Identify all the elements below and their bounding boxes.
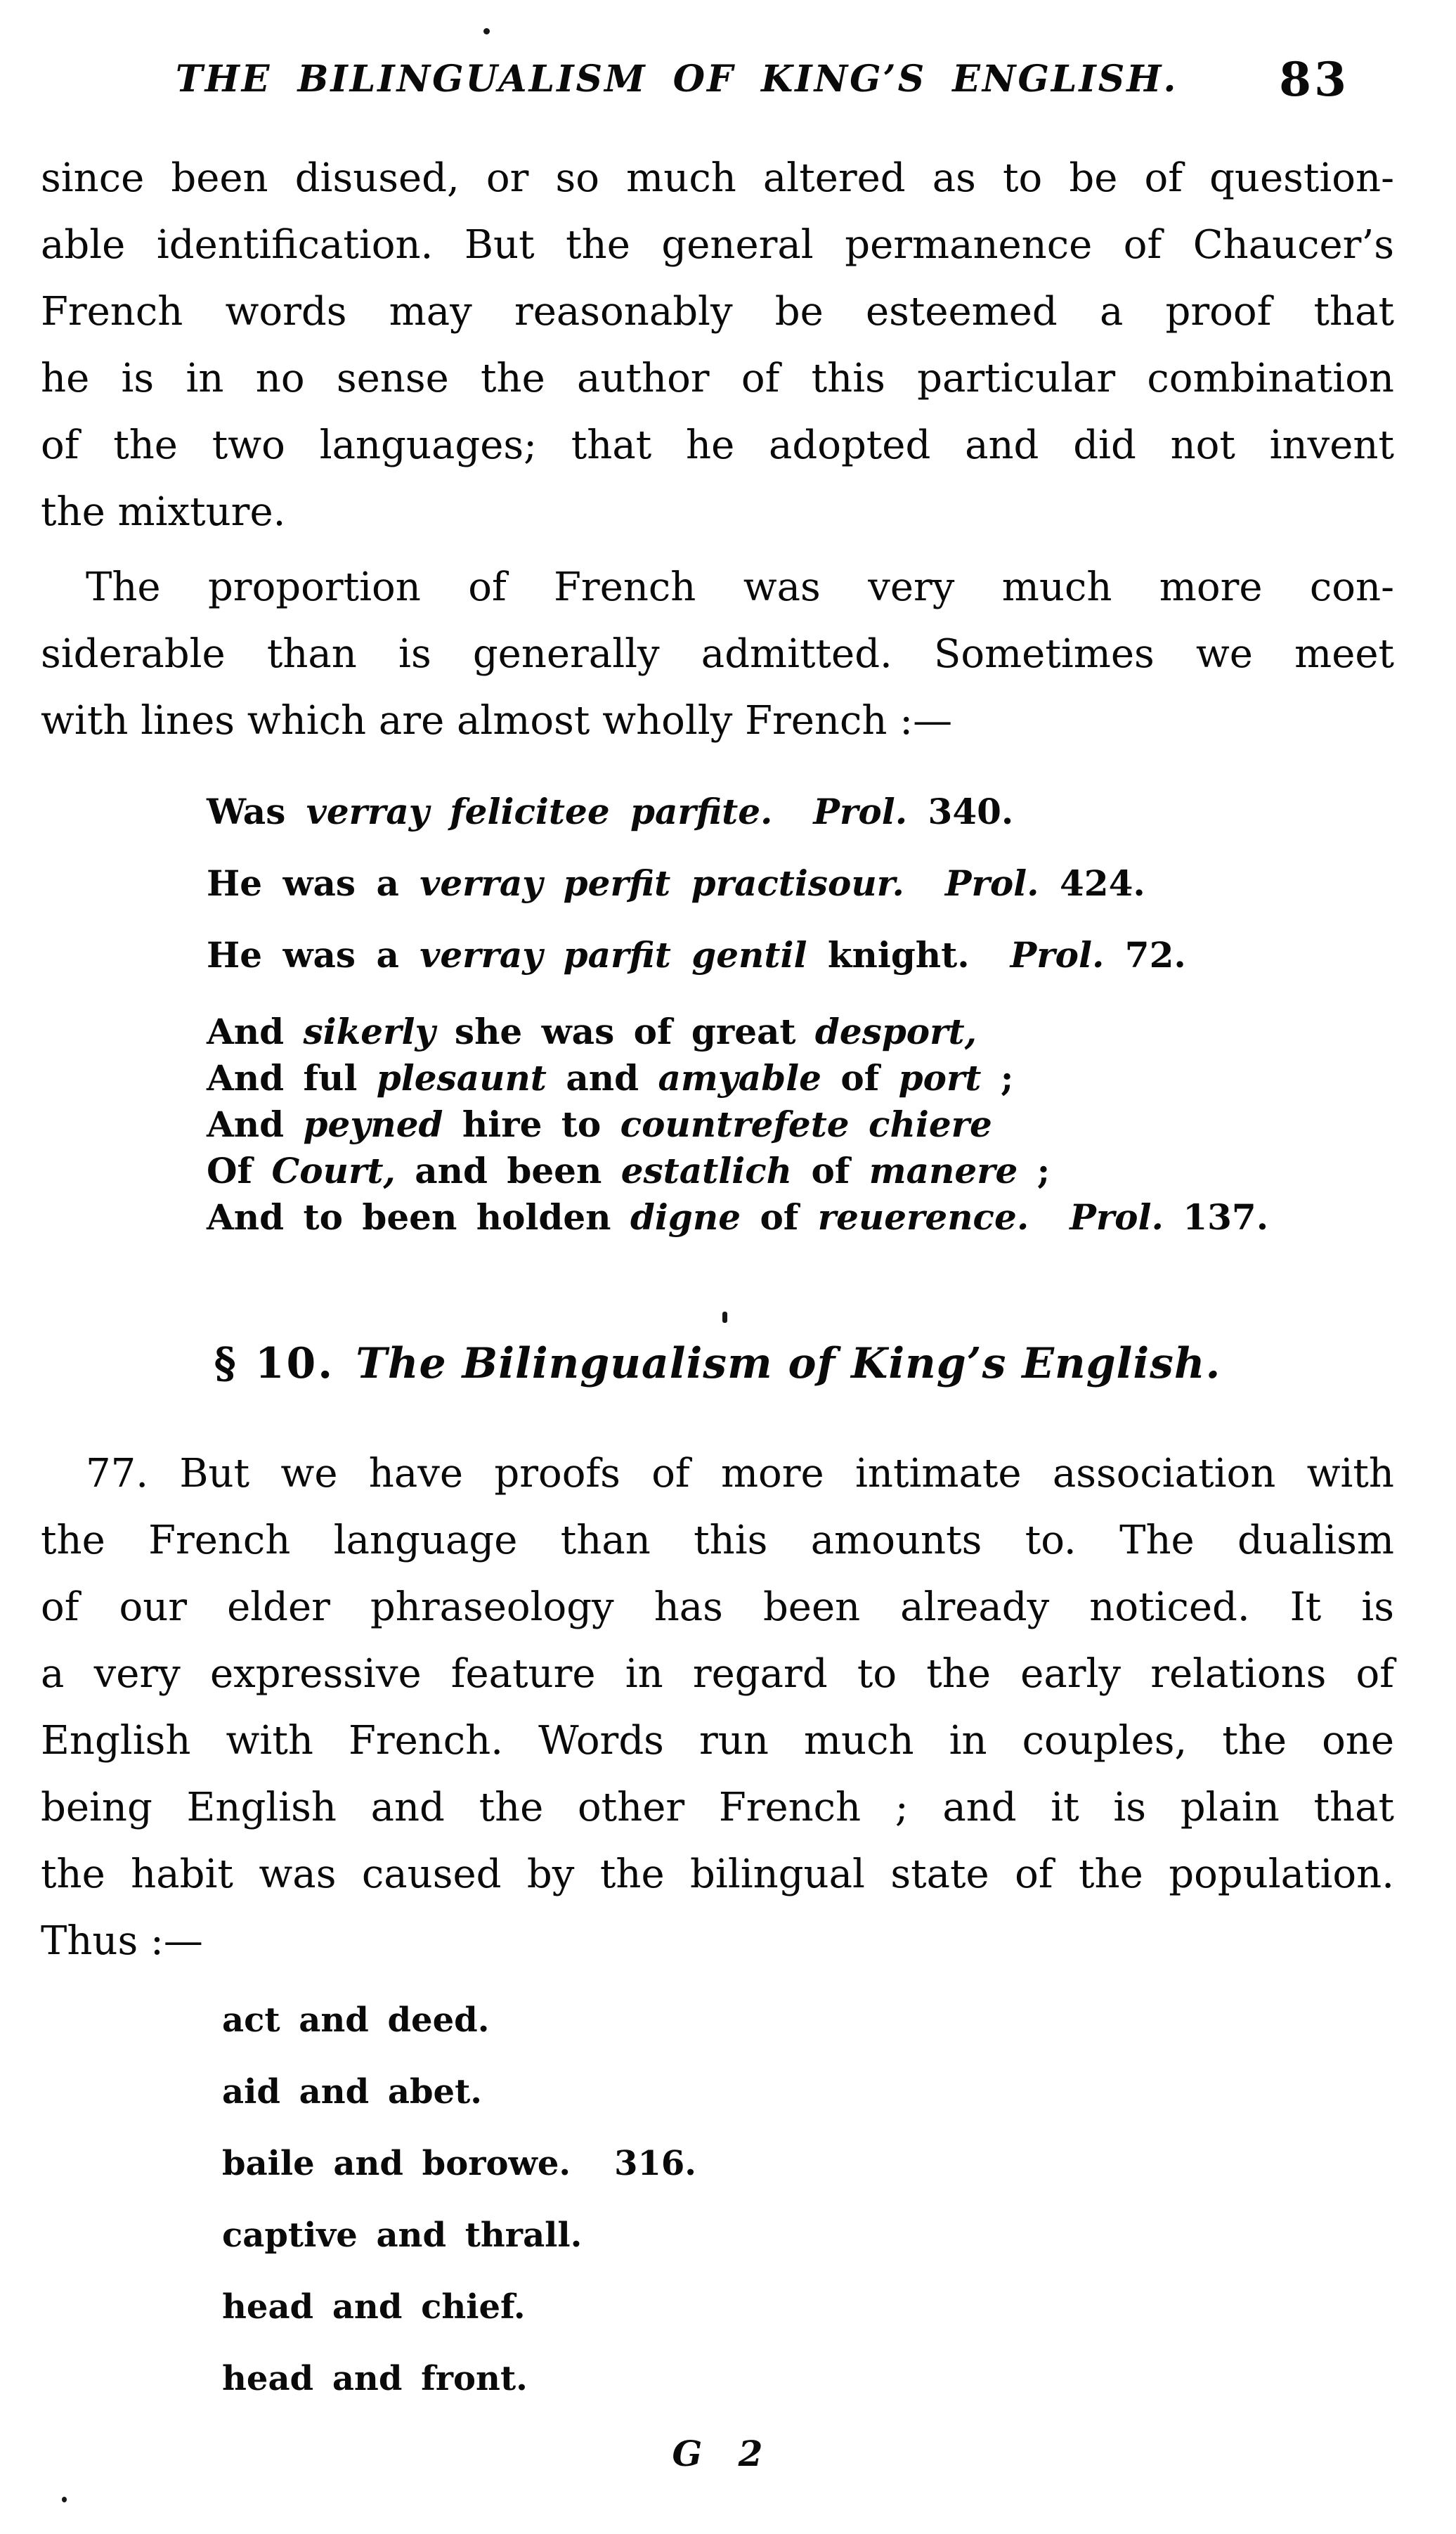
verse-line bbox=[207, 934, 1394, 976]
reference-number: 137. bbox=[1163, 1196, 1269, 1238]
roman-text: Of bbox=[207, 1150, 272, 1191]
text-line: a very expressive feature in regard to the early relations of bbox=[41, 1651, 1394, 1697]
reference-label: Prol. bbox=[813, 791, 908, 832]
text-line: with lines which are almost wholly French :— bbox=[41, 698, 953, 744]
roman-text: ; bbox=[1018, 1150, 1051, 1191]
text-line: The proportion of French was very much more con- bbox=[86, 564, 1394, 610]
roman-text: and bbox=[546, 1057, 658, 1099]
reference-label: Prol. bbox=[944, 862, 1039, 904]
italic-text: amyable bbox=[658, 1057, 821, 1099]
word-pair bbox=[222, 2218, 1394, 2253]
text-line: able identification. But the general permanence of Chaucer’s bbox=[41, 222, 1394, 268]
roman-text: ; bbox=[981, 1057, 1014, 1099]
italic-text: digne bbox=[630, 1196, 741, 1238]
italic-text: verray felicitee parfite. bbox=[306, 791, 773, 832]
italic-text: estatlich bbox=[620, 1150, 793, 1191]
word-pair-text: head and front. bbox=[222, 2359, 528, 2398]
reference-number: 316. bbox=[614, 2144, 697, 2183]
page-number: 83 bbox=[1279, 52, 1349, 107]
text-line: being English and the other French ; and it is plain that bbox=[41, 1785, 1394, 1830]
word-pair bbox=[222, 2361, 1394, 2396]
roman-text: and been bbox=[395, 1150, 621, 1191]
word-pair bbox=[222, 2072, 1394, 2112]
text-line: English with French. Words run much in couples, the one bbox=[41, 1718, 1394, 1764]
reference-number: 424. bbox=[1039, 862, 1145, 904]
italic-text: manere bbox=[869, 1150, 1018, 1191]
italic-text: Court, bbox=[271, 1150, 396, 1191]
text-line: of our elder phraseology has been already noticed. It is bbox=[41, 1584, 1394, 1630]
verse-block-stanza bbox=[207, 1009, 1394, 1241]
roman-text: And bbox=[207, 1011, 304, 1052]
word-pair-text: act and deed. bbox=[222, 2000, 490, 2040]
paragraph-continuation bbox=[41, 145, 1394, 545]
section-number: § 10. bbox=[214, 1339, 335, 1388]
word-pair-text: baile and borowe. bbox=[222, 2144, 571, 2183]
roman-text: hire to bbox=[443, 1104, 620, 1145]
paragraph-proportion-of-french bbox=[41, 554, 1394, 754]
italic-text: verray parfit gentil bbox=[420, 934, 807, 976]
roman-text: And bbox=[207, 1104, 304, 1145]
italic-text: peyned bbox=[303, 1104, 443, 1145]
printers-signature: G 2 bbox=[672, 2433, 763, 2474]
italic-text: reuerence. bbox=[817, 1196, 1029, 1238]
roman-text: of bbox=[821, 1057, 899, 1099]
verse-line bbox=[207, 1009, 1394, 1055]
ink-speck bbox=[62, 2497, 67, 2502]
verse-line bbox=[207, 791, 1394, 832]
verse-line bbox=[207, 1148, 1394, 1194]
ink-speck bbox=[722, 1312, 727, 1323]
text-line: the habit was caused by the bilingual state of the population. bbox=[41, 1851, 1394, 1897]
text-line: of the two languages; that he adopted and did not invent bbox=[41, 422, 1394, 468]
word-pair-text: aid and abet. bbox=[222, 2072, 482, 2112]
roman-text: Was bbox=[207, 791, 306, 832]
roman-text: knight. bbox=[807, 934, 970, 976]
word-pair-text: captive and thrall. bbox=[222, 2216, 583, 2255]
roman-text: And ful bbox=[207, 1057, 377, 1099]
text-line: French words may reasonably be esteemed a proof that bbox=[41, 289, 1394, 335]
word-pair-list bbox=[222, 2000, 1394, 2398]
word-pair-text: head and chief. bbox=[222, 2287, 526, 2327]
reference-label: Prol. bbox=[1010, 934, 1105, 976]
running-header bbox=[41, 0, 1394, 114]
text-line: since been disused, or so much altered as to be of question- bbox=[41, 155, 1394, 201]
reference-label: Prol. bbox=[1070, 1196, 1164, 1238]
section-heading bbox=[41, 1339, 1394, 1388]
text-line: the French language than this amounts to. The dualism bbox=[41, 1518, 1394, 1563]
paragraph-77 bbox=[41, 1440, 1394, 1974]
word-pair bbox=[222, 2289, 1394, 2325]
quote-block-single-lines bbox=[207, 791, 1394, 976]
roman-text: she was of great bbox=[435, 1011, 815, 1052]
word-pair bbox=[222, 2000, 1394, 2040]
section-title: The Bilingualism of King’s English. bbox=[356, 1339, 1221, 1388]
roman-text: He was a bbox=[207, 934, 420, 976]
verse-line bbox=[207, 862, 1394, 904]
text-line: Thus :— bbox=[41, 1918, 203, 1964]
italic-text: verray perfit practisour. bbox=[420, 862, 904, 904]
text-line: 77. But we have proofs of more intimate association with bbox=[86, 1451, 1394, 1497]
roman-text: He was a bbox=[207, 862, 420, 904]
reference-number: 340. bbox=[907, 791, 1014, 832]
roman-text: of bbox=[741, 1196, 818, 1238]
verse-line bbox=[207, 1194, 1394, 1241]
verse-line bbox=[207, 1055, 1394, 1101]
roman-text: And to been holden bbox=[207, 1196, 630, 1238]
word-pair bbox=[222, 2146, 1394, 2181]
roman-text: of bbox=[792, 1150, 869, 1191]
italic-text: sikerly bbox=[303, 1011, 436, 1052]
reference-number: 72. bbox=[1104, 934, 1186, 976]
italic-text: desport, bbox=[814, 1011, 977, 1052]
text-line: he is in no sense the author of this particular combination bbox=[41, 356, 1394, 401]
italic-text: plesaunt bbox=[376, 1057, 547, 1099]
verse-line bbox=[207, 1101, 1394, 1148]
text-line: the mixture. bbox=[41, 489, 286, 535]
italic-text: port bbox=[898, 1057, 982, 1099]
text-line: siderable than is generally admitted. Sometimes we meet bbox=[41, 631, 1394, 677]
italic-text: countrefete chiere bbox=[620, 1104, 992, 1145]
running-header-title: THE BILINGUALISM OF KING’S ENGLISH. bbox=[175, 58, 1178, 101]
